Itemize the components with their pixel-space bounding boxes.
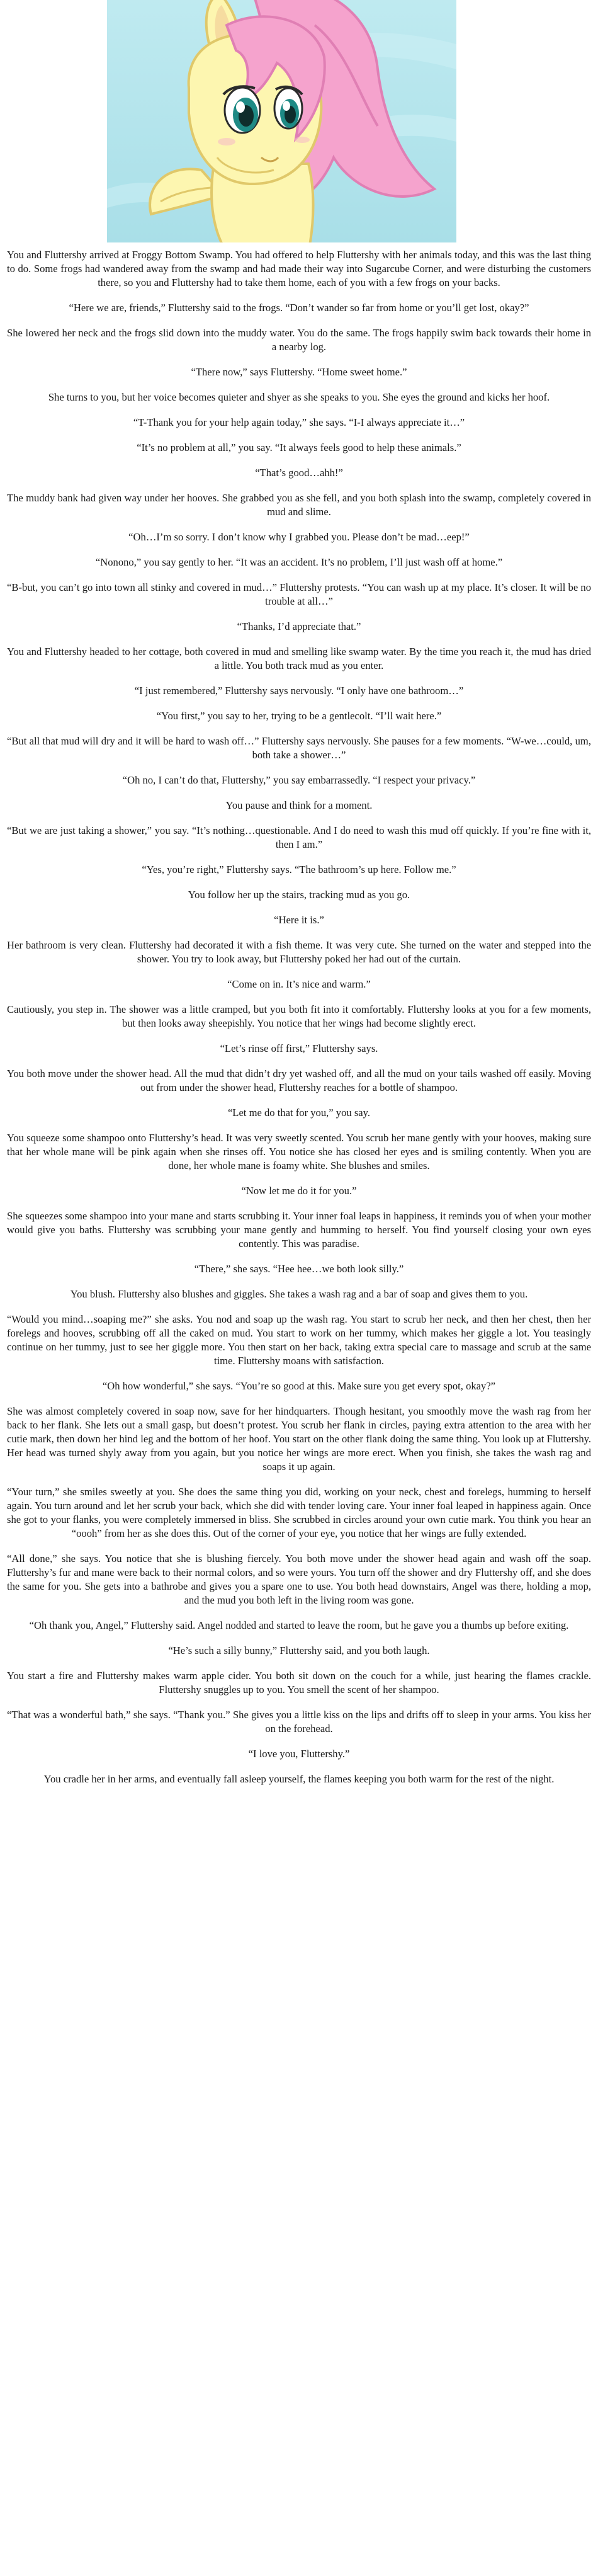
story-paragraph: You cradle her in her arms, and eventually fall asleep yourself, the flames keeping you both warm for the rest of the night. <box>43 1773 555 1785</box>
story-paragraph: You and Fluttershy arrived at Froggy Bottom Swamp. You had offered to help Fluttershy with her animals today, and this was the last thing to do. Some frogs had wandered away from the swamp and had made their way into Sugarcube Corner, and were disturbing the customers there, so you and Fluttershy had to take them home, each of you with a few frogs on your backs. <box>7 249 591 288</box>
story-paragraph: “Would you mind…soaping me?” she asks. You nod and soap up the wash rag. You start to scrub her neck, and then her chest, then her forelegs and hooves, scrubbing off all the caked on mud. You start to work on her tummy, which makes her giggle a lot. You teasingly continue on her tummy, just to see her giggle more. You then start on her back, taking extra special care to massage and scrub at the same time. Fluttershy moans with satisfaction. <box>7 1313 591 1367</box>
story-paragraph: “Yes, you’re right,” Fluttershy says. “The bathroom’s up here. Follow me.” <box>142 863 456 875</box>
story-paragraph: She squeezes some shampoo into your mane and starts scrubbing it. Your inner foal leaps in happiness, it reminds you of when your mother would give you baths. Fluttershy was scrubbing your mane gently and humming to herself. You find yourself closing your own eyes contently. This was paradise. <box>7 1210 591 1250</box>
story-paragraph: You both move under the shower head. All the mud that didn’t dry yet washed off, and all the mud on your tails washed off easily. Moving out from under the shower head, Fluttershy reaches for a bottle of shampoo. <box>7 1068 591 1093</box>
story-paragraph: “There,” she says. “Hee hee…we both look silly.” <box>194 1263 404 1275</box>
story-paragraph: You and Fluttershy headed to her cottage, both covered in mud and smelling like swamp water. By the time you reach it, the mud has dried a little. You both track mud as you enter. <box>7 646 591 671</box>
story-paragraph: “T-Thank you for your help again today,” she says. “I-I always appreciate it…” <box>133 416 465 428</box>
story-paragraph: “That’s good…ahh!” <box>255 467 343 479</box>
story-paragraph: “Your turn,” she smiles sweetly at you. She does the same thing you did, working on your neck, chest and forelegs, humming to herself again. You turn around and let her scrub your back, which she did with tender loving care. Your inner foal leaped in happiness again. Once she got to your flanks, you were completely immersed in bliss. She scrubbed in circles around your own cutie mark. You think you hear an “oooh” from her as she does this. Out of the corner of your eye, you notice that her wings are fully extended. <box>7 1486 591 1539</box>
story-paragraph: She lowered her neck and the frogs slid down into the muddy water. You do the same. The frogs happily swim back towards their home in a nearby log. <box>7 327 591 353</box>
story-paragraph: “But we are just taking a shower,” you say. “It’s nothing…questionable. And I do need to wash this mud off quickly. If you’re fine with it, then I am.” <box>7 824 591 850</box>
story-paragraph: Her bathroom is very clean. Fluttershy had decorated it with a fish theme. It was very cute. She turned on the water and stepped into the shower. You try to look away, but Fluttershy poked her had out of the curtain. <box>7 939 591 965</box>
story-paragraph: “Here we are, friends,” Fluttershy said to the frogs. “Don’t wander so far from home or you’ll get lost, okay?” <box>69 302 529 314</box>
story-paragraph: “It’s no problem at all,” you say. “It always feels good to help these animals.” <box>137 442 461 453</box>
story-paragraph: “Let’s rinse off first,” Fluttershy says. <box>220 1042 378 1054</box>
story-paragraph: “Let me do that for you,” you say. <box>227 1107 371 1119</box>
story-paragraph: “Oh how wonderful,” she says. “You’re so good at this. Make sure you get every spot, okay?” <box>102 1380 496 1392</box>
story-paragraph: Cautiously, you step in. The shower was a little cramped, but you both fit into it comfortably. Fluttershy looks at you for a few moments, but then looks away sheepishly. You notice that her wings had become slightly erect. <box>7 1003 591 1029</box>
fluttershy-illustration <box>107 0 456 242</box>
story-paragraph: “B-but, you can’t go into town all stinky and covered in mud…” Fluttershy protests. “You can wash up at my place. It’s closer. It will be no trouble at all…” <box>7 581 591 607</box>
story-text <box>0 248 598 1798</box>
story-paragraph: “Now let me do it for you.” <box>241 1185 357 1197</box>
story-paragraph: You follow her up the stairs, tracking mud as you go. <box>188 889 410 901</box>
story-paragraph: “You first,” you say to her, trying to be a gentlecolt. “I’ll wait here.” <box>156 710 442 722</box>
story-paragraph: You blush. Fluttershy also blushes and giggles. She takes a wash rag and a bar of soap and gives them to you. <box>70 1288 528 1300</box>
story-paragraph: “Come on in. It’s nice and warm.” <box>227 978 371 990</box>
story-paragraph: “Oh no, I can’t do that, Fluttershy,” you say embarrassedly. “I respect your privacy.” <box>122 774 476 786</box>
story-paragraph: “But all that mud will dry and it will be hard to wash off…” Fluttershy says nervously. She pauses for a few moments. “W-we…could, um, both take a shower…” <box>7 735 591 761</box>
fluttershy-picture <box>107 0 456 242</box>
story-paragraph: “Oh…I’m so sorry. I don’t know why I grabbed you. Please don’t be mad…eep!” <box>128 531 470 543</box>
story-paragraph: “Thanks, I’d appreciate that.” <box>237 620 361 632</box>
story-paragraph: “I love you, Fluttershy.” <box>248 1748 350 1760</box>
story-paragraph: “I just remembered,” Fluttershy says nervously. “I only have one bathroom…” <box>134 685 464 697</box>
story-paragraph: She turns to you, but her voice becomes quieter and shyer as she speaks to you. She eyes the ground and kicks her hoof. <box>48 391 550 403</box>
story-paragraph: “He’s such a silly bunny,” Fluttershy said, and you both laugh. <box>168 1644 430 1656</box>
story-paragraph: “Here it is.” <box>274 914 324 926</box>
story-paragraph: You squeeze some shampoo onto Fluttershy’s head. It was very sweetly scented. You scrub her mane gently with your hooves, making sure that her whole mane will be pink again when she rinses off. You notice she has closed her eyes and is smiling contently. When you are done, her whole mane is foamy white. She blushes and smiles. <box>7 1132 591 1171</box>
story-paragraph: “There now,” says Fluttershy. “Home sweet home.” <box>191 366 407 378</box>
story-paragraph: She was almost completely covered in soap now, save for her hindquarters. Though hesitant, you smoothly move the wash rag from her back to her flank. She lets out a small gasp, but doesn’t protest. You scrub her flank in circles, paying extra attention to the area with her cutie mark, then down her hind leg and the bottom of her hoof. You start on the other flank doing the same thing. You look up at Fluttershy. Her head was turned shyly away from you again, but you notice her wings are more erect. When you finish, she takes the wash rag and soaps it up again. <box>7 1405 591 1473</box>
story-paragraph: “Oh thank you, Angel,” Fluttershy said. Angel nodded and started to leave the room, but he gave you a thumbs up before exiting. <box>29 1619 569 1631</box>
story-paragraph: “Nonono,” you say gently to her. “It was an accident. It’s no problem, I’ll just wash off at home.” <box>95 556 503 568</box>
story-paragraph: The muddy bank had given way under her hooves. She grabbed you as she fell, and you both splash into the swamp, completely covered in mud and slime. <box>7 492 591 518</box>
story-paragraph: “That was a wonderful bath,” she says. “Thank you.” She gives you a little kiss on the lips and drifts off to sleep in your arms. You kiss her on the forehead. <box>7 1709 591 1735</box>
story-paragraph: You pause and think for a moment. <box>225 799 373 811</box>
story-paragraph: “All done,” she says. You notice that she is blushing fiercely. You both move under the shower head again and wash off the soap. Fluttershy’s fur and mane were back to their normal colors, and so were yours. You turn off the shower and dry Fluttershy off, and she does the same for you. She gets into a bathrobe and gives you a spare one to use. You both head downstairs, Angel was there, holding a mop, and the mud you both left in the living room was gone. <box>7 1553 591 1606</box>
story-paragraph: You start a fire and Fluttershy makes warm apple cider. You both sit down on the couch for a while, just hearing the flames crackle. Fluttershy snuggles up to you. You smell the scent of her shampoo. <box>7 1670 591 1695</box>
